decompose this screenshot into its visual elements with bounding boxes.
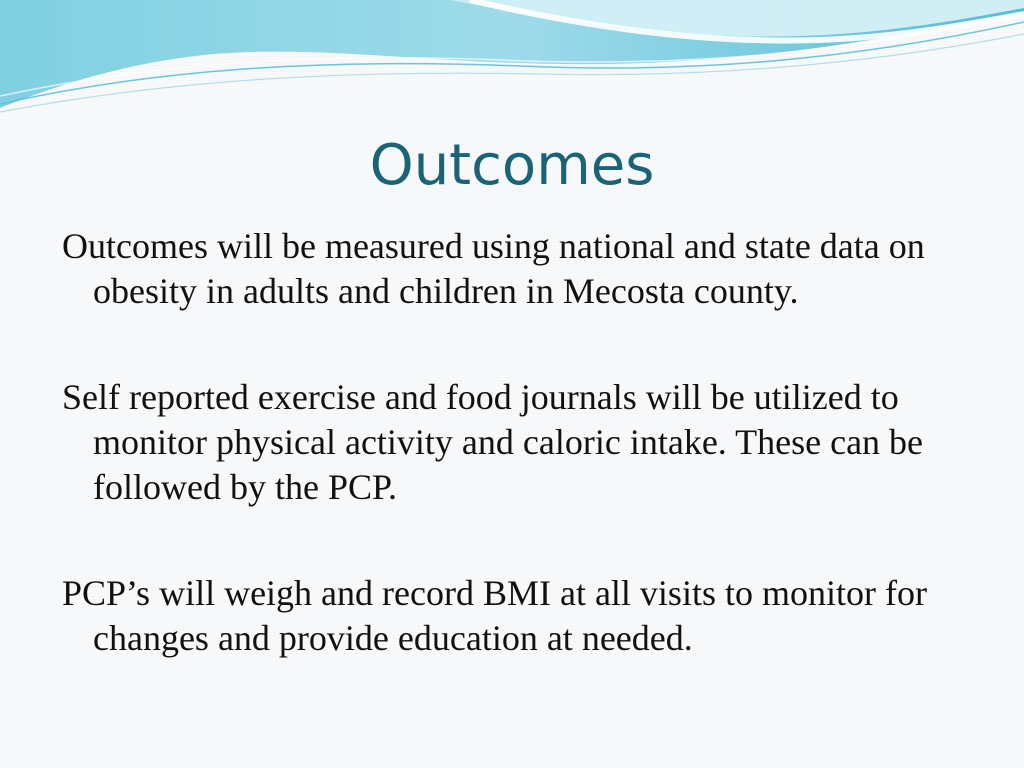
slide-title: Outcomes [369, 133, 655, 198]
paragraph-self-reported-journals: Self reported exercise and food journals will be utilized to monitor physical activity and caloric intake. These can be followed by the PCP. [62, 377, 924, 507]
paragraph-pcp-bmi: PCP’s will weigh and record BMI at all visits to monitor for changes and provide education at needed. [62, 573, 927, 658]
header-wave-decoration [0, 0, 1024, 130]
paragraph-outcomes-measured: Outcomes will be measured using national and state data on obesity in adults and children in Mecosta county. [62, 226, 925, 311]
slide-body [62, 224, 962, 661]
